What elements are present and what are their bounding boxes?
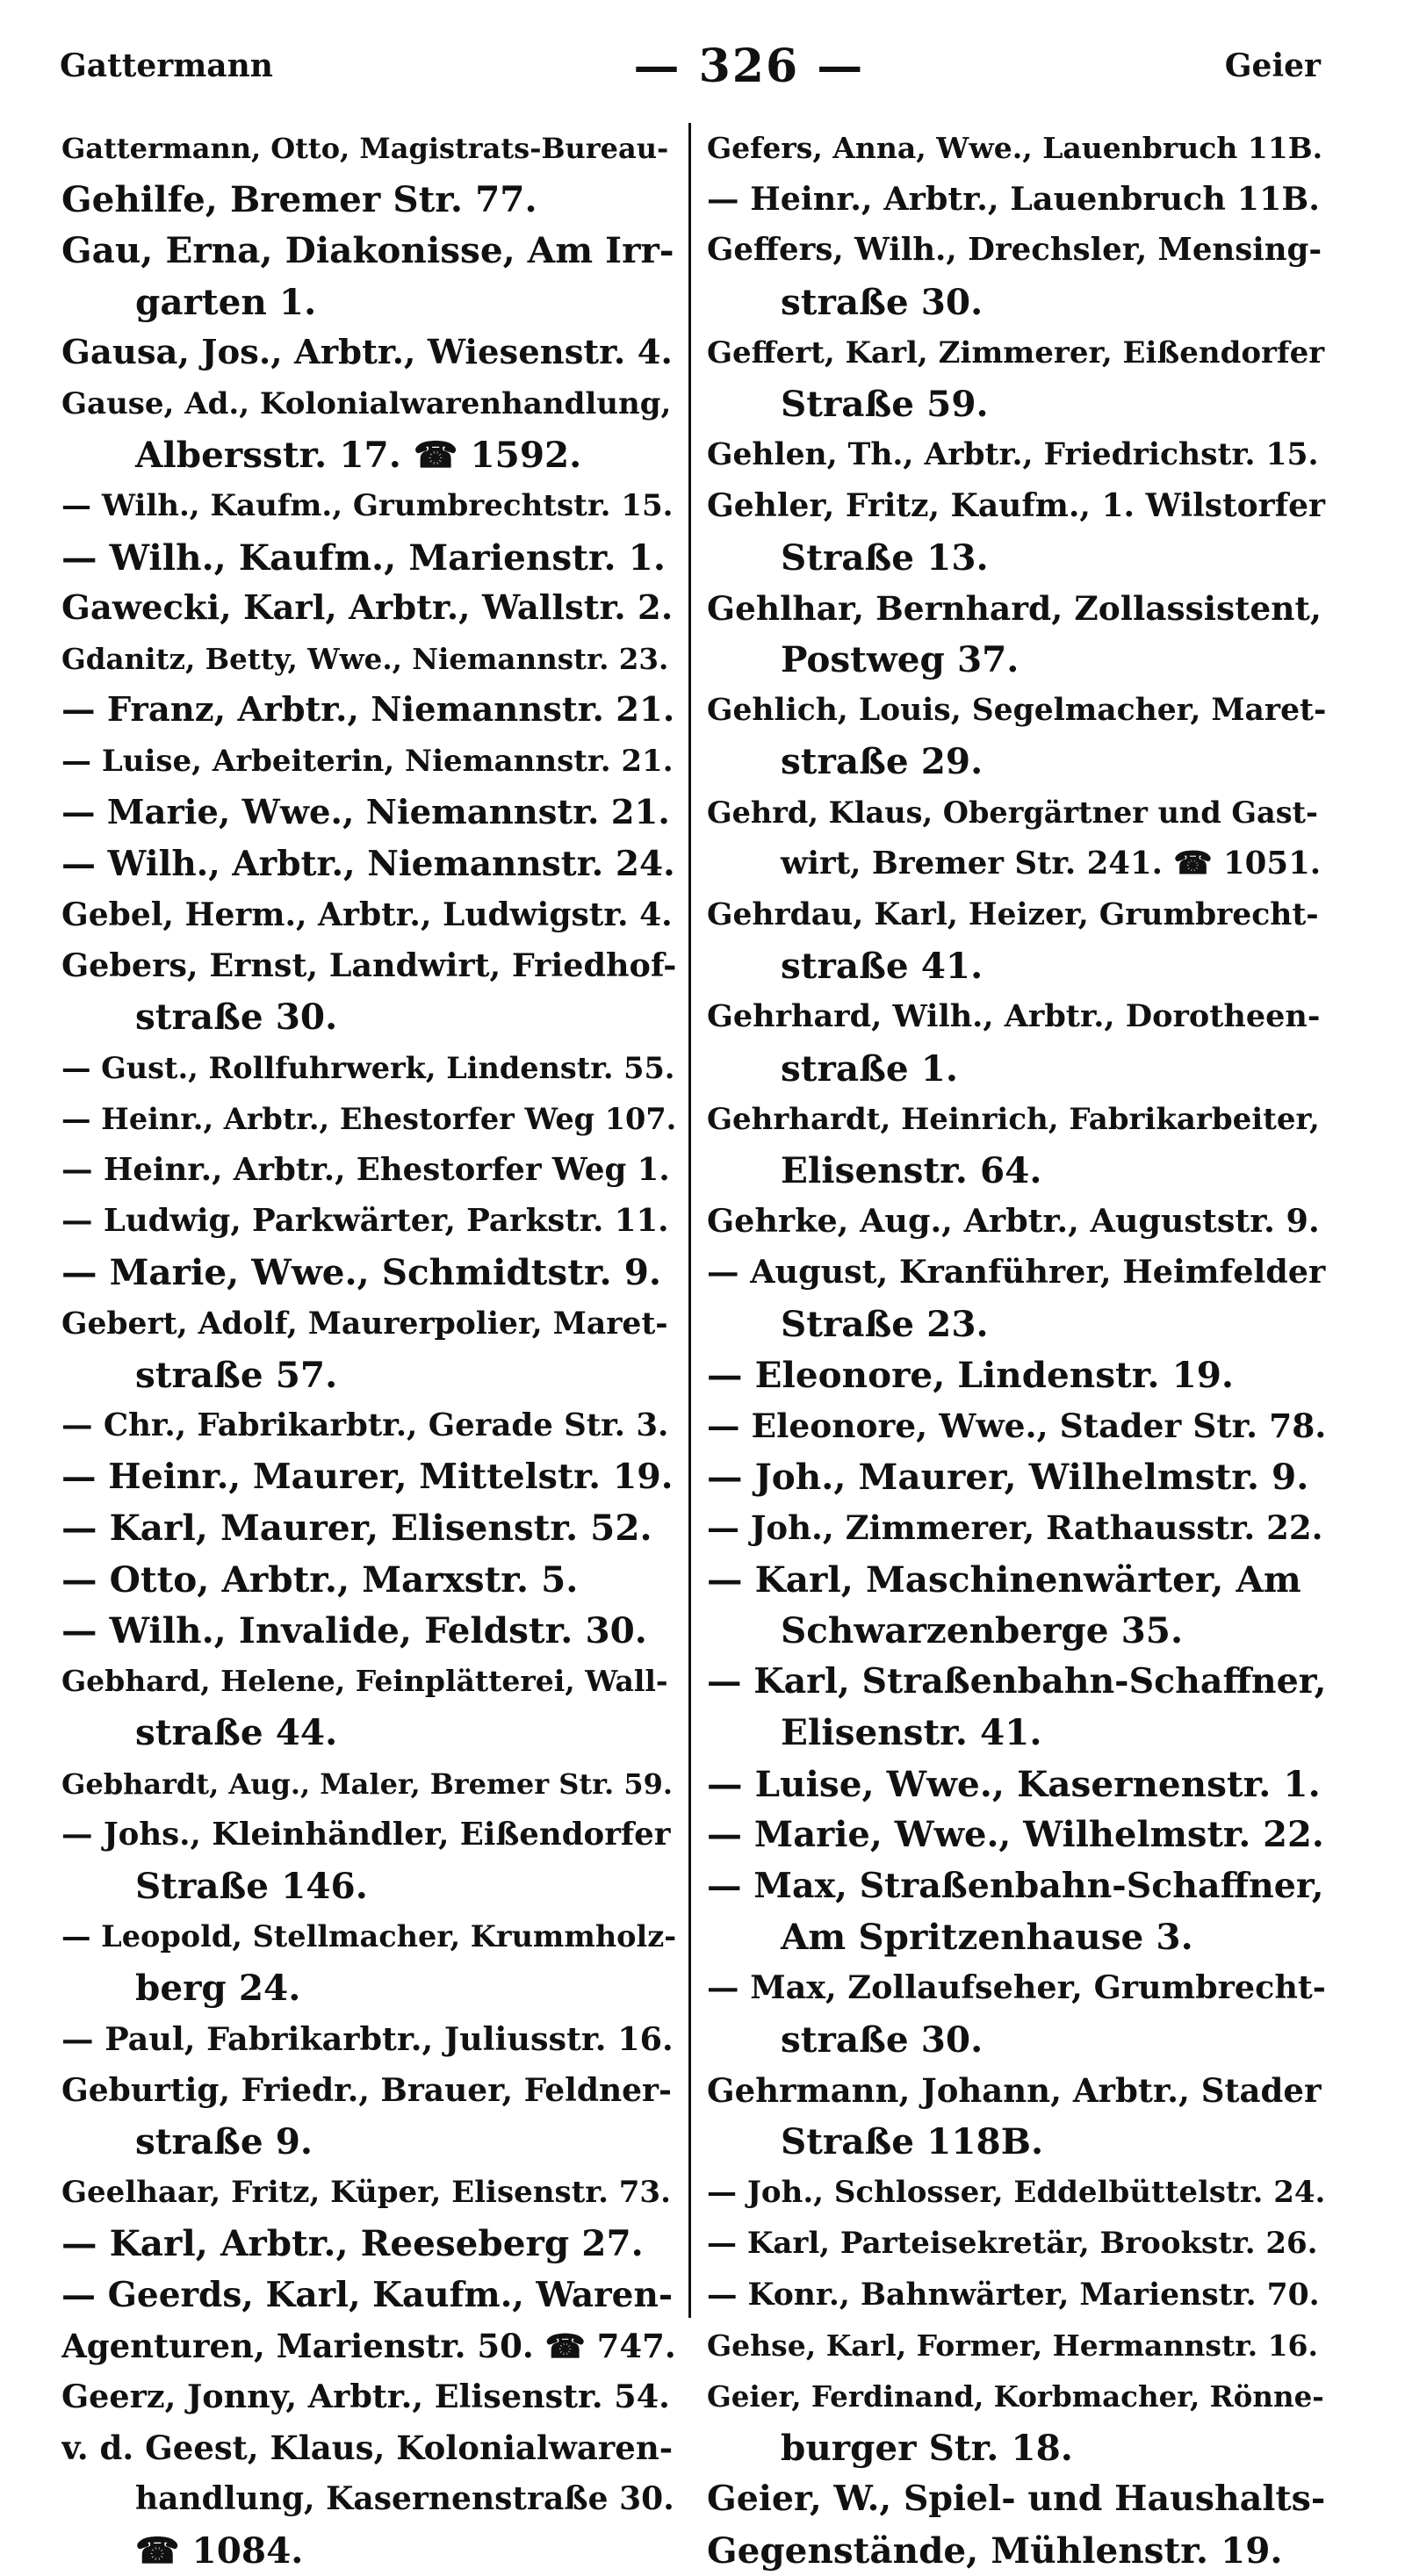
directory-line: straße 29. bbox=[781, 740, 984, 783]
directory-line: — Heinr., Arbtr., Ehestorfer Weg 1. bbox=[61, 1152, 670, 1189]
directory-line: Gause, Ad., Kolonialwarenhandlung, bbox=[61, 386, 672, 422]
directory-line: — Max, Straßenbahn-Schaffner, bbox=[707, 1865, 1324, 1906]
directory-line: Gehse, Karl, Former, Hermannstr. 16. bbox=[707, 2328, 1318, 2363]
directory-line: — Johs., Kleinhändler, Eißendorfer bbox=[61, 1816, 671, 1853]
directory-line: — Max, Zollaufseher, Grumbrecht- bbox=[707, 1968, 1326, 2007]
directory-line: Gawecki, Karl, Arbtr., Wallstr. 2. bbox=[61, 587, 674, 628]
directory-line: Geier, Ferdinand, Korbmacher, Rönne- bbox=[707, 2378, 1324, 2414]
directory-line: Geier, W., Spiel- und Haushalts- bbox=[707, 2479, 1326, 2520]
directory-line: — Franz, Arbtr., Niemannstr. 21. bbox=[61, 690, 675, 730]
directory-line: — Karl, Maurer, Elisenstr. 52. bbox=[61, 1507, 652, 1550]
directory-line: straße 44. bbox=[135, 1711, 338, 1754]
directory-line: — Karl, Straßenbahn-Schaffner, bbox=[707, 1661, 1326, 1702]
directory-line: Gau, Erna, Diakonisse, Am Irr- bbox=[61, 229, 674, 272]
directory-line: — Eleonore, Wwe., Stader Str. 78. bbox=[707, 1407, 1326, 1446]
directory-line: — Eleonore, Lindenstr. 19. bbox=[707, 1353, 1235, 1396]
directory-line: berg 24. bbox=[135, 1967, 301, 2010]
directory-line: Gebhard, Helene, Feinplätterei, Wall- bbox=[61, 1664, 668, 1699]
directory-line: — Otto, Arbtr., Marxstr. 5. bbox=[61, 1558, 579, 1601]
directory-line: — Marie, Wwe., Wilhelmstr. 22. bbox=[707, 1813, 1324, 1855]
directory-line: — Marie, Wwe., Niemannstr. 21. bbox=[61, 792, 670, 832]
directory-line: Straße 59. bbox=[781, 383, 989, 426]
directory-line: Gehler, Fritz, Kaufm., 1. Wilstorfer bbox=[707, 487, 1325, 525]
directory-line: Postweg 37. bbox=[781, 638, 1020, 681]
directory-line: — Wilh., Kaufm., Grumbrechtstr. 15. bbox=[61, 488, 674, 524]
directory-line: Geffers, Wilh., Drechsler, Mensing- bbox=[707, 232, 1322, 269]
directory-line: Gebhardt, Aug., Maler, Bremer Str. 59. bbox=[61, 1767, 673, 1801]
directory-line: Gegenstände, Mühlenstr. 19. bbox=[707, 2529, 1283, 2572]
directory-line: straße 9. bbox=[135, 2119, 313, 2162]
directory-line: Elisenstr. 64. bbox=[781, 1149, 1042, 1192]
directory-line: Gattermann, Otto, Magistrats-Bureau- bbox=[61, 132, 669, 165]
directory-line: — Geerds, Karl, Kaufm., Waren- bbox=[61, 2274, 674, 2315]
directory-line: Straße 23. bbox=[781, 1302, 989, 1345]
page-number: — 326 — bbox=[633, 39, 865, 93]
directory-line: Gehrdau, Karl, Heizer, Grumbrecht- bbox=[707, 897, 1319, 933]
directory-line: Gehrke, Aug., Arbtr., Auguststr. 9. bbox=[707, 1202, 1320, 1241]
directory-line: — Chr., Fabrikarbtr., Gerade Str. 3. bbox=[61, 1407, 669, 1444]
right-column bbox=[707, 123, 1326, 2576]
header-left-catchword: Gattermann bbox=[60, 47, 273, 84]
directory-line: — Gust., Rollfuhrwerk, Lindenstr. 55. bbox=[61, 1050, 675, 1085]
directory-line: — Marie, Wwe., Schmidtstr. 9. bbox=[61, 1251, 662, 1294]
directory-line: — Ludwig, Parkwärter, Parkstr. 11. bbox=[61, 1203, 669, 1240]
directory-line: Gehrmann, Johann, Arbtr., Stader bbox=[707, 2070, 1322, 2110]
directory-line: Albersstr. 17. ☎ 1592. bbox=[135, 434, 582, 477]
directory-line: Agenturen, Marienstr. 50. ☎ 747. bbox=[61, 2326, 676, 2365]
directory-line: Schwarzenberge 35. bbox=[781, 1608, 1184, 1651]
directory-line: Gebert, Adolf, Maurerpolier, Maret- bbox=[61, 1306, 668, 1342]
directory-line: — Konr., Bahnwärter, Marienstr. 70. bbox=[707, 2277, 1320, 2313]
directory-line: Gehrhard, Wilh., Arbtr., Dorotheen- bbox=[707, 998, 1321, 1035]
directory-line: ☎ 1084. bbox=[135, 2529, 304, 2572]
directory-line: Gebel, Herm., Arbtr., Ludwigstr. 4. bbox=[61, 896, 673, 934]
directory-line: — Paul, Fabrikarbtr., Juliusstr. 16. bbox=[61, 2019, 674, 2058]
directory-line: straße 30. bbox=[781, 280, 984, 323]
directory-line: Geelhaar, Fritz, Küper, Elisenstr. 73. bbox=[61, 2175, 671, 2211]
directory-line: Elisenstr. 41. bbox=[781, 1711, 1042, 1754]
directory-line: Straße 13. bbox=[781, 536, 989, 579]
directory-line: Gehlen, Th., Arbtr., Friedrichstr. 15. bbox=[707, 437, 1319, 473]
directory-line: Straße 146. bbox=[135, 1864, 368, 1907]
directory-line: garten 1. bbox=[135, 280, 317, 323]
directory-line: — Heinr., Arbtr., Ehestorfer Weg 107. bbox=[61, 1101, 676, 1136]
directory-line: — Heinr., Maurer, Mittelstr. 19. bbox=[61, 1457, 674, 1498]
directory-line: v. d. Geest, Klaus, Kolonialwaren- bbox=[61, 2428, 674, 2468]
directory-line: Am Spritzenhause 3. bbox=[781, 1916, 1193, 1959]
directory-line: Gdanitz, Betty, Wwe., Niemannstr. 23. bbox=[61, 642, 669, 677]
directory-line: — Wilh., Kaufm., Marienstr. 1. bbox=[61, 536, 666, 579]
directory-line: burger Str. 18. bbox=[781, 2427, 1073, 2470]
directory-line: Gehrhardt, Heinrich, Fabrikarbeiter, bbox=[707, 1101, 1320, 1137]
directory-line: Gefers, Anna, Wwe., Lauenbruch 11B. bbox=[707, 131, 1323, 165]
directory-line: straße 41. bbox=[781, 945, 984, 988]
directory-line: straße 30. bbox=[781, 2018, 984, 2061]
directory-line: Geburtig, Friedr., Brauer, Feldner- bbox=[61, 2071, 672, 2109]
directory-line: Gehlich, Louis, Segelmacher, Maret- bbox=[707, 693, 1326, 729]
directory-line: — Heinr., Arbtr., Lauenbruch 11B. bbox=[707, 180, 1320, 219]
directory-line: Gausa, Jos., Arbtr., Wiesenstr. 4. bbox=[61, 332, 673, 372]
directory-line: straße 1. bbox=[781, 1047, 959, 1090]
page-header bbox=[60, 35, 1321, 97]
directory-line: Gehlhar, Bernhard, Zollassistent, bbox=[707, 588, 1322, 628]
directory-line: — Luise, Arbeiterin, Niemannstr. 21. bbox=[61, 744, 674, 780]
directory-line: — Karl, Arbtr., Reeseberg 27. bbox=[61, 2222, 644, 2265]
directory-line: Gehilfe, Bremer Str. 77. bbox=[61, 178, 537, 221]
directory-line: — Joh., Zimmerer, Rathausstr. 22. bbox=[707, 1508, 1323, 1548]
header-right-catchword: Geier bbox=[1224, 47, 1321, 84]
directory-line: — August, Kranführer, Heimfelder bbox=[707, 1253, 1326, 1292]
left-column bbox=[61, 123, 676, 2576]
directory-line: Gehrd, Klaus, Obergärtner und Gast- bbox=[707, 795, 1318, 830]
directory-line: — Joh., Schlosser, Eddelbüttelstr. 24. bbox=[707, 2175, 1326, 2211]
directory-line: — Wilh., Invalide, Feldstr. 30. bbox=[61, 1608, 647, 1651]
directory-line: — Karl, Parteisekretär, Brookstr. 26. bbox=[707, 2226, 1318, 2262]
directory-line: straße 30. bbox=[135, 996, 338, 1039]
directory-line: — Leopold, Stellmacher, Krummholz- bbox=[61, 1919, 676, 1954]
directory-line: — Joh., Maurer, Wilhelmstr. 9. bbox=[707, 1456, 1309, 1499]
directory-line: Straße 118B. bbox=[781, 2119, 1044, 2162]
directory-line: Gebers, Ernst, Landwirt, Friedhof- bbox=[61, 946, 676, 985]
directory-line: straße 57. bbox=[135, 1353, 338, 1396]
directory-line: Geffert, Karl, Zimmerer, Eißendorfer bbox=[707, 335, 1325, 371]
directory-line: handlung, Kasernenstraße 30. bbox=[135, 2480, 674, 2518]
directory-line: wirt, Bremer Str. 241. ☎ 1051. bbox=[781, 845, 1322, 881]
column-divider bbox=[688, 123, 691, 2318]
directory-line: Geerz, Jonny, Arbtr., Elisenstr. 54. bbox=[61, 2377, 670, 2415]
directory-line: — Wilh., Arbtr., Niemannstr. 24. bbox=[61, 843, 675, 884]
directory-line: — Luise, Wwe., Kasernenstr. 1. bbox=[707, 1762, 1321, 1805]
directory-line: — Karl, Maschinenwärter, Am bbox=[707, 1558, 1301, 1601]
